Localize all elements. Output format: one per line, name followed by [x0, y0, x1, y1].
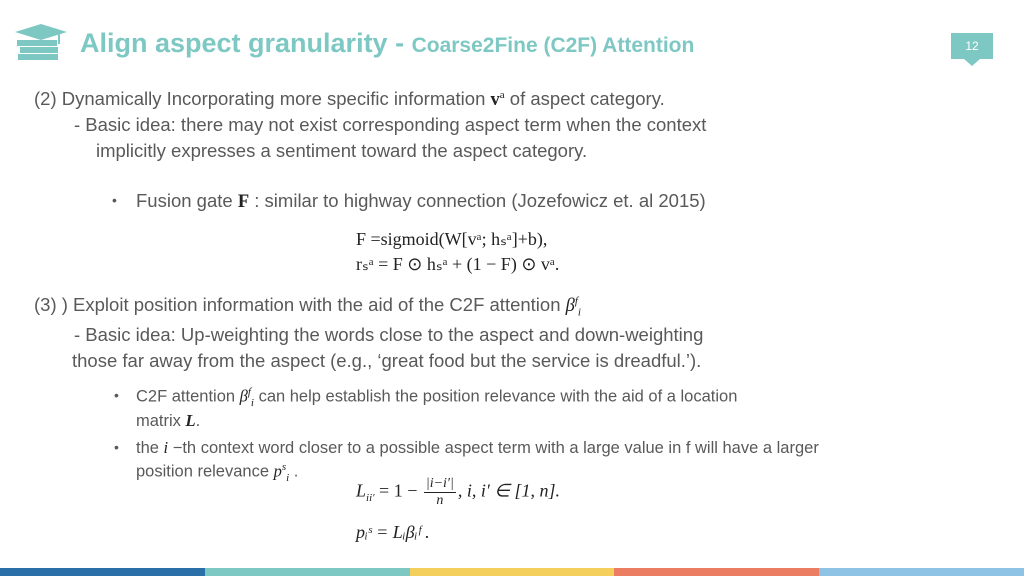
section3-basic-idea-line2: those far away from the aspect (e.g., ‘great food but the service is dreadful.’).: [72, 350, 702, 371]
position-relevance-equation: pᵢˢ = Lᵢβᵢᶠ .: [356, 522, 430, 542]
footer-color-strip: [0, 568, 1024, 576]
section2-basic-idea-line1: - Basic idea: there may not exist corresponding aspect term when the context: [74, 114, 707, 135]
c2f-bullet-line2: matrix L.: [136, 411, 201, 430]
fraction: $\frac{|i-i'|}{n}$: [425, 476, 454, 508]
title-sub: Coarse2Fine (C2F) Attention: [411, 34, 695, 57]
context-word-bullet-line1: the i −th context word closer to a possible aspect term with a large value in f will have a larger: [136, 438, 819, 457]
graduation-cap-books-icon: [14, 22, 68, 66]
c2f-bullet-line1: C2F attention $\beta^f_i$ can help establish the position relevance with the aid of a location: [136, 386, 738, 409]
section2-heading: (2) Dynamically Incorporating more specific information $v^a$ of aspect category.: [34, 88, 665, 110]
section3-heading: (3) ) Exploit position information with the aid of the C2F attention $\beta^f_i$: [34, 294, 581, 319]
footer-segment: [614, 568, 819, 576]
title-main: Align aspect granularity -: [80, 28, 412, 58]
page-number-badge: 12: [951, 33, 993, 59]
section2-basic-idea-line2: implicitly expresses a sentiment toward the aspect category.: [96, 140, 588, 161]
context-word-bullet-line2: position relevance $p^s_i$ .: [136, 461, 299, 484]
section3-basic-idea-line1: - Basic idea: Up-weighting the words close to the aspect and down-weighting: [74, 324, 704, 345]
location-matrix-equation: $L_{ii'} = 1$ − $\frac{|i-i'|}{n}$ , i, i′ ∈ [1, n].: [356, 476, 560, 508]
footer-segment: [0, 568, 205, 576]
bullet-marker: •: [114, 439, 119, 455]
footer-segment: [819, 568, 1024, 576]
representation-equation: rₛᵃ = F ⊙ hₛᵃ + (1 − F) ⊙ vᵃ.: [356, 254, 560, 274]
bullet-marker: •: [114, 387, 119, 403]
fusion-gate-equation: F =sigmoid(W[vᵃ; hₛᵃ]+b),: [356, 229, 548, 249]
fusion-gate-bullet: Fusion gate F : similar to highway connection (Jozefowicz et. al 2015): [136, 190, 706, 212]
page-title: [80, 28, 694, 59]
bullet-marker: •: [112, 192, 117, 208]
footer-segment: [410, 568, 615, 576]
footer-segment: [205, 568, 410, 576]
